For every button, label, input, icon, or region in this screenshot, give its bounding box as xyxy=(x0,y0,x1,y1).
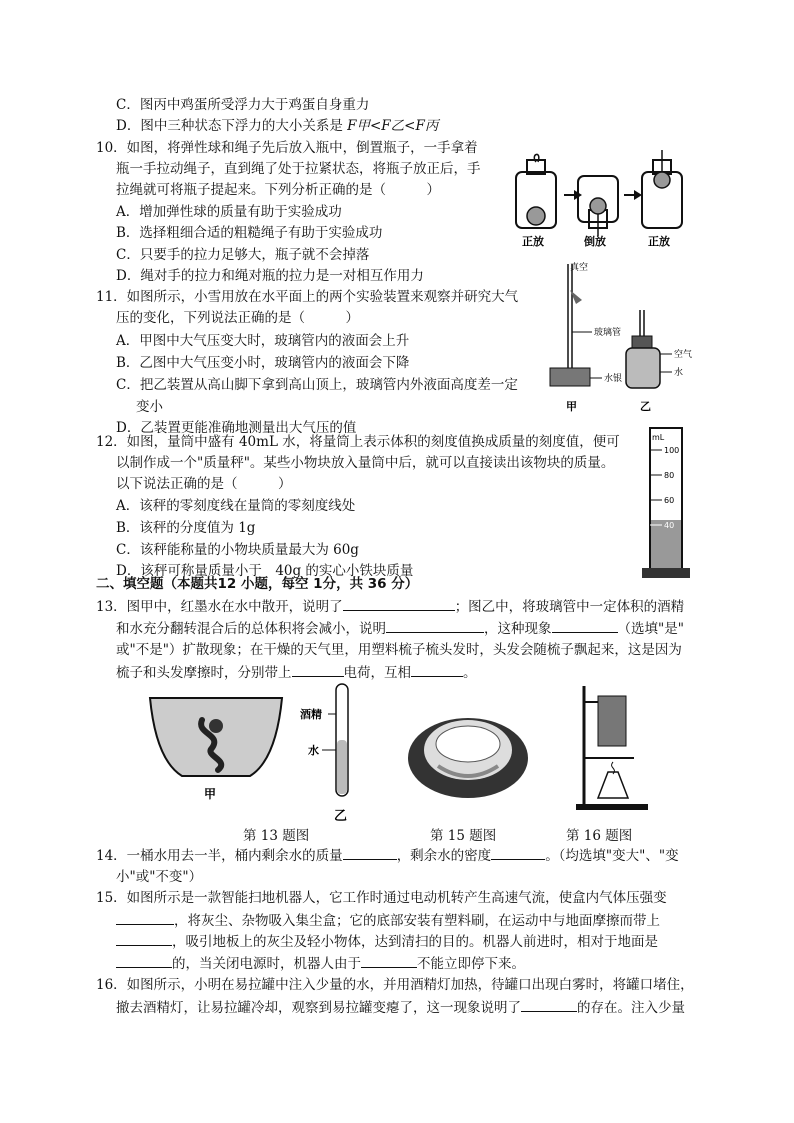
q15-text-4c: 不能立即停下来。 xyxy=(417,956,525,972)
fig16-can-heating xyxy=(572,682,652,812)
q15-text-4b: 的，当关闭电源时，机器人由于 xyxy=(172,956,361,972)
q11-option-c-line2: 变小 xyxy=(136,399,163,415)
q11-label-tube: 玻璃管 xyxy=(594,328,622,338)
q13-text-4b: 电荷，互相 xyxy=(343,665,411,681)
q11-option-c-line1: C．把乙装置从高山脚下拿到高山顶上，玻璃管内外液面高度差一定 xyxy=(116,377,518,393)
q10-label-3: 正放 xyxy=(648,235,670,248)
q12-stem-line3: 以下说法正确的是（ ） xyxy=(116,476,292,492)
q10-option-d: D．绳对手的拉力和绳对瓶的拉力是一对相互作用力 xyxy=(116,268,424,284)
section-heading: 二、填空题（本题共12 小题，每空 1分，共 36 分） xyxy=(96,576,419,592)
q11-barometer-figure xyxy=(540,260,700,418)
fig13-label-yi: 乙 xyxy=(334,809,348,824)
q13-blank-2[interactable] xyxy=(386,618,484,633)
q14-line2: 小"或"不变"） xyxy=(116,869,203,885)
q13-blank-3[interactable] xyxy=(552,618,618,633)
q14-text-1b: ，剩余水的密度 xyxy=(396,848,492,864)
q9-formula: F甲<F乙<F丙 xyxy=(347,118,439,134)
q13-blank-1[interactable] xyxy=(343,596,455,611)
q12-cylinder-figure xyxy=(636,420,700,582)
q15-line3 xyxy=(116,931,658,952)
q15-line2 xyxy=(116,910,660,931)
q13-line1 xyxy=(96,596,684,617)
q14-line1 xyxy=(96,845,679,866)
q11-option-d: D．乙装置更能准确地测量出大气压的值 xyxy=(116,420,357,436)
q11-option-a: A．甲图中大气压变大时，玻璃管内的液面会上升 xyxy=(116,333,410,349)
q10-option-a: A．增加弹性球的质量有助于实验成功 xyxy=(116,204,342,220)
q10-stem-line3: 拉绳就可将瓶子提起来。下列分析正确的是（ ） xyxy=(116,182,440,198)
q16-text-2a: 撤去酒精灯，让易拉罐冷却，观察到易拉罐变瘪了，这一现象说明了 xyxy=(116,1000,521,1016)
q12-tick-40: 40 xyxy=(664,521,675,530)
q15-text-3b: ，吸引地板上的灰尘及轻小物体，达到清扫的目的。机器人前进时，相对于地面是 xyxy=(172,934,658,950)
q12-option-a: A．该秤的零刻度线在量筒的零刻度线处 xyxy=(116,498,356,514)
q12-tick-100: 100 xyxy=(664,446,680,455)
q13-text-1a: 13．图甲中，红墨水在水中散开，说明了 xyxy=(96,599,343,615)
q14-text-1a: 14．一桶水用去一半，桶内剩余水的质量 xyxy=(96,848,343,864)
fig13-label-water: 水 xyxy=(308,744,319,757)
q11-label-air: 空气 xyxy=(674,350,693,360)
q14-blank-2[interactable] xyxy=(491,845,545,860)
q11-stem-line2: 压的变化，下列说法正确的是（ ） xyxy=(116,310,359,326)
fig13-jia-beaker xyxy=(146,690,286,802)
q15-text-2b: ，将灰尘、杂物吸入集尘盒；它的底部安装有塑料刷，在运动中与地面摩擦而带上 xyxy=(174,913,660,929)
fig15-robot xyxy=(402,694,538,804)
q15-blank-1[interactable] xyxy=(116,910,174,925)
q13-blank-5[interactable] xyxy=(411,662,463,677)
q12-unit: mL xyxy=(652,433,665,442)
q11-option-b: B．乙图中大气压变小时，玻璃管内的液面会下降 xyxy=(116,355,410,371)
q16-blank-1[interactable] xyxy=(521,997,577,1012)
fig13-yi-tube xyxy=(298,680,368,830)
q12-stem-line1: 12．如图，量筒中盛有 40mL 水，将量筒上表示体积的刻度值换成质量的刻度值，便可 xyxy=(96,434,620,450)
q11-label-water: 水 xyxy=(674,368,684,378)
q11-label-yi: 乙 xyxy=(640,400,651,413)
q10-stem-line1: 10．如图，将弹性球和绳子先后放入瓶中，倒置瓶子，一手拿着 xyxy=(96,140,478,156)
q13-line3: 或"不是"）扩散现象；在干燥的天气里，用塑料梳子梳头发时，头发会随梳子飘起来，这是因为 xyxy=(116,642,682,658)
q12-tick-60: 60 xyxy=(664,496,675,505)
caption-13: 第 13 题图 xyxy=(243,828,310,844)
q13-text-4a: 梳子和头发摩擦时，分别带上 xyxy=(116,665,292,681)
fig13-label-alcohol: 酒精 xyxy=(300,708,322,721)
q9-option-c: C．图丙中鸡蛋所受浮力大于鸡蛋自身重力 xyxy=(116,97,370,113)
q11-label-mercury: 水银 xyxy=(604,374,623,384)
q11-label-jia: 甲 xyxy=(566,400,577,413)
q10-bottle-figure xyxy=(508,150,698,250)
q13-text-2b: ，这种现象 xyxy=(484,621,552,637)
q9-option-d xyxy=(116,116,438,136)
q12-stem-line2: 以制作成一个"质量秤"。某些小物块放入量筒中后，就可以直接读出该物块的质量。 xyxy=(116,455,615,471)
q10-label-2: 倒放 xyxy=(584,235,606,248)
fig13-label-jia: 甲 xyxy=(204,787,217,801)
q10-label-1: 正放 xyxy=(522,235,544,248)
q15-blank-2[interactable] xyxy=(116,931,172,946)
q15-line4 xyxy=(116,953,525,974)
q16-line1: 16．如图所示，小明在易拉罐中注入少量的水，并用酒精灯加热，待罐口出现白雾时，将罐口堵住， xyxy=(96,977,694,993)
q15-blank-3[interactable] xyxy=(116,953,172,968)
q13-text-2c: （选填"是" xyxy=(617,621,684,637)
q11-label-vacuum: 真空 xyxy=(570,263,589,273)
q13-line2 xyxy=(116,618,684,639)
q13-text-4c: 。 xyxy=(463,665,477,681)
q12-option-c: C．该秤能称量的小物块质量最大为 60g xyxy=(116,542,359,558)
q13-line4 xyxy=(116,662,477,683)
q11-stem-line1: 11．如图所示，小雪用放在水平面上的两个实验装置来观察并研究大气 xyxy=(96,289,519,305)
q9-option-d-text: D．图中三种状态下浮力的大小关系是 xyxy=(116,118,348,134)
q12-option-d: D．该秤可称量质量小于 40g 的实心小铁块质量 xyxy=(116,563,414,579)
q12-option-b: B．该秤的分度值为 1g xyxy=(116,520,256,536)
q14-blank-1[interactable] xyxy=(343,845,397,860)
q16-text-2b: 的存在。注入少量 xyxy=(577,1000,685,1016)
caption-15: 第 15 题图 xyxy=(430,828,497,844)
q12-tick-80: 80 xyxy=(664,471,675,480)
q10-option-b: B．选择粗细合适的粗糙绳子有助于实验成功 xyxy=(116,225,383,241)
q13-text-1b: ；图乙中，将玻璃管中一定体积的酒精 xyxy=(454,599,685,615)
q10-option-c: C．只要手的拉力足够大，瓶子就不会掉落 xyxy=(116,247,370,263)
caption-16: 第 16 题图 xyxy=(566,828,633,844)
q14-text-1c: 。（均选填"变大"、"变 xyxy=(545,848,679,864)
q10-stem-line2: 瓶一手拉动绳子，直到绳了处于拉紧状态，将瓶子放正后，手 xyxy=(116,161,481,177)
q13-blank-4[interactable] xyxy=(292,662,344,677)
q15-line1: 15．如图所示是一款智能扫地机器人，它工作时通过电动机转产生高速气流，使盒内气体压强变 xyxy=(96,890,667,906)
q15-blank-4[interactable] xyxy=(361,953,417,968)
q16-line2 xyxy=(116,997,685,1018)
q13-text-2a: 和水充分翻转混合后的总体积将会减小，说明 xyxy=(116,621,386,637)
